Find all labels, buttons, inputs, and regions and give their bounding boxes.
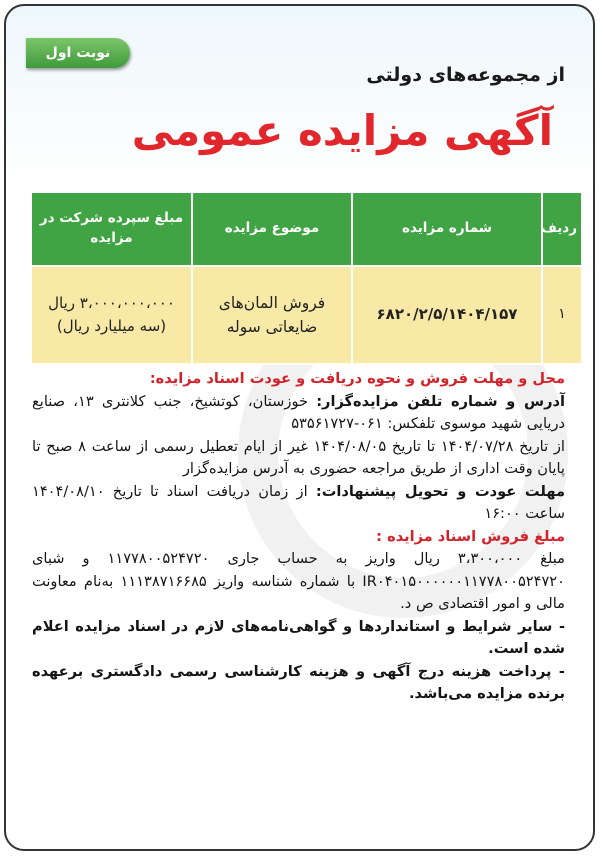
advertisement-frame [4, 4, 595, 851]
cell-auction-subject: فروش المان‌های ضایعاتی سوله [192, 266, 352, 364]
table-header-row [31, 192, 582, 266]
header-row-number: ردیف [542, 192, 582, 266]
page-title: آگهی مزایده عمومی [131, 106, 553, 155]
auction-table [30, 191, 583, 365]
note-costs: - پرداخت هزینه درج آگهی و هزینه کارشناسی رسمی دادگستری برعهده برنده مزایده می‌باشد. [32, 662, 565, 702]
section-sales-title: محل و مهلت فروش و نحوه دریافت و عودت اسناد مزایده: [149, 370, 565, 387]
cell-deposit-amount: ۳،۰۰۰،۰۰۰،۰۰۰ ریال (سه میلیارد ریال) [31, 266, 192, 364]
header-auction-subject: موضوع مزایده [192, 192, 352, 266]
address-label: آدرس و شماره تلفن مزایده‌گزار: [316, 392, 566, 410]
announcement-body [32, 368, 565, 706]
header-deposit-amount: مبلغ سپرده شرکت در مزایده [31, 192, 192, 266]
deadline-label: مهلت عودت و تحویل پیشنهادات: [315, 482, 565, 500]
date-paragraph: از تاریخ ۱۴۰۴/۰۷/۲۸ تا تاریخ ۱۴۰۴/۰۸/۰۵ غیر از ایام تعطیل رسمی از ساعت ۸ صبح تا پایان وقت اداری از طریق مراجعه حضوری به آدرس مزایده‌گزار [32, 437, 565, 477]
address-paragraph [32, 391, 565, 436]
deadline-paragraph [32, 481, 565, 526]
cell-row-number: ۱ [542, 266, 582, 364]
subtitle: از مجموعه‌های دولتی [366, 64, 565, 86]
deadline-text: از زمان دریافت اسناد تا تاریخ ۱۴۰۴/۰۸/۱۰ ساعت ۱۶:۰۰ [32, 482, 565, 522]
section-price-title: مبلغ فروش اسناد مزایده : [376, 527, 565, 545]
address-text: خوزستان، کوتشیخ، جنب کلانتری ۱۳، صنایع دریایی شهید موسوی تلفکس: ۰۶۱-۵۳۵۶۱۷۲۷ [32, 392, 565, 432]
payment-paragraph: مبلغ ۳،۳۰۰،۰۰۰ ریال واریز به حساب جاری ۱۱۷۷۸۰۰۵۲۴۷۲۰ و شبای IR۰۴۰۱۵۰۰۰۰۰۰۱۱۷۷۸۰۰۵۲۴۷۲۰ با شماره شناسه واریز ۱۱۱۳۸۷۱۶۶۸۵ به‌نام معاونت مالی و امور اقتصادی ص د. [32, 550, 565, 612]
cell-auction-number: ۶۸۲۰/۲/۵/۱۴۰۴/۱۵۷ [352, 266, 542, 364]
header-auction-number: شماره مزایده [352, 192, 542, 266]
first-publication-badge: نوبت اول [26, 38, 130, 68]
table-row [31, 266, 582, 364]
note-conditions: - سایر شرایط و استانداردها و گواهی‌نامه‌های لازم در اسناد مزایده اعلام شده است. [32, 617, 565, 657]
